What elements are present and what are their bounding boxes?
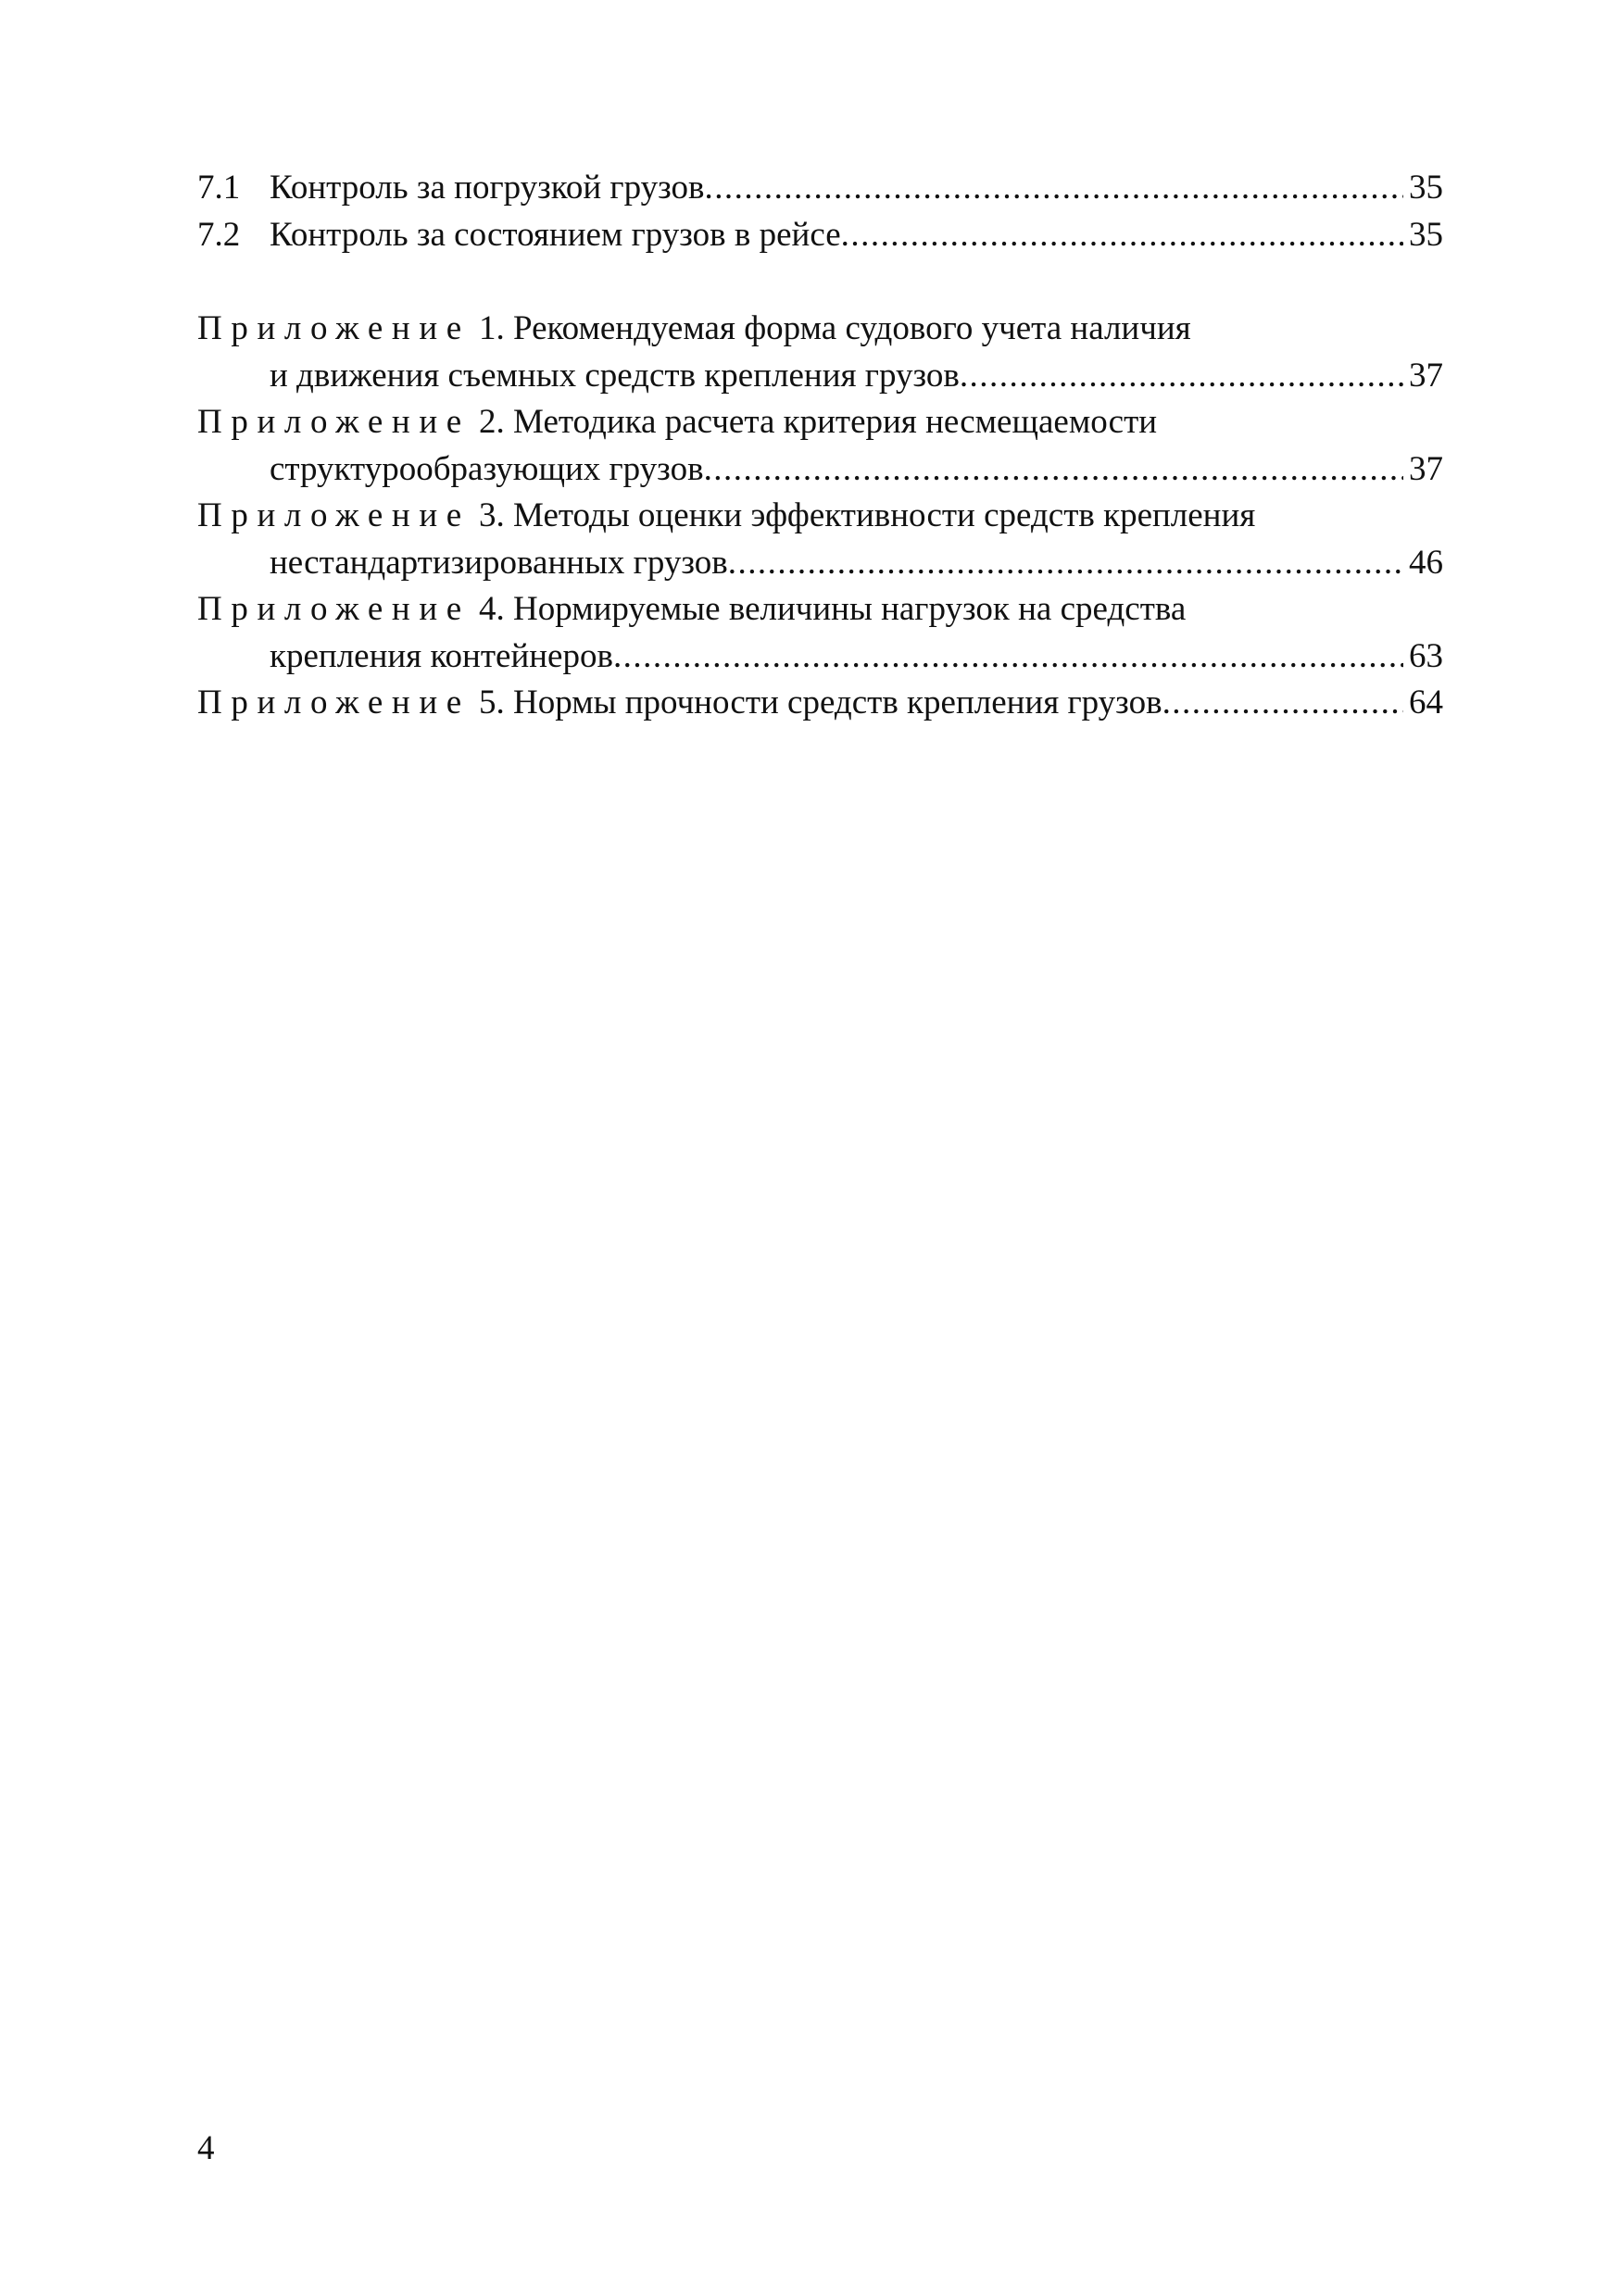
appendix-label: Приложение bbox=[197, 590, 471, 628]
appendix-title: 2. Методика расчета критерия несмещаемости bbox=[470, 403, 1158, 441]
dot-leader bbox=[960, 353, 1403, 400]
toc-entry-title: Контроль за погрузкой грузов bbox=[270, 169, 705, 207]
appendix-2-continuation[interactable] bbox=[197, 446, 1443, 494]
appendix-title-cont: структурообразующих грузов bbox=[270, 449, 704, 488]
appendix-page: 64 bbox=[1409, 684, 1443, 721]
toc-entry-page: 35 bbox=[1409, 215, 1443, 254]
toc-entry[interactable] bbox=[197, 165, 1443, 212]
appendix-3-heading[interactable] bbox=[197, 493, 1443, 540]
appendix-page: 37 bbox=[1409, 449, 1443, 488]
dot-leader bbox=[704, 446, 1403, 494]
appendix-title-cont: нестандартизированных грузов bbox=[270, 543, 728, 582]
dot-leader bbox=[841, 212, 1403, 259]
appendix-title-cont: и движения съемных средств крепления грузов bbox=[270, 356, 960, 395]
appendix-title-cont: крепления контейнеров bbox=[270, 636, 613, 675]
appendix-page: 46 bbox=[1409, 543, 1443, 582]
appendix-title: 1. Рекомендуемая форма судового учета наличия bbox=[470, 309, 1191, 347]
toc-entry-number: 7.2 bbox=[197, 215, 241, 254]
appendix-page: 63 bbox=[1409, 636, 1443, 675]
appendix-1-heading[interactable] bbox=[197, 306, 1443, 353]
toc-entry-title: Контроль за состоянием грузов в рейсе bbox=[270, 215, 841, 254]
toc-entry-number: 7.1 bbox=[197, 169, 241, 207]
dot-leader bbox=[1162, 680, 1403, 727]
appendix-2-heading[interactable] bbox=[197, 399, 1443, 446]
page-number: 4 bbox=[197, 2129, 215, 2167]
dot-leader bbox=[728, 540, 1403, 587]
table-of-contents bbox=[197, 165, 1443, 727]
appendix-label: Приложение bbox=[197, 403, 471, 441]
appendix-label: Приложение bbox=[197, 496, 471, 534]
toc-entry-page: 35 bbox=[1409, 169, 1443, 207]
appendix-title: 4. Нормируемые величины нагрузок на средства bbox=[470, 590, 1187, 628]
dot-leader bbox=[704, 165, 1403, 212]
appendix-3-continuation[interactable] bbox=[197, 540, 1443, 587]
appendix-1-continuation[interactable] bbox=[197, 353, 1443, 400]
dot-leader bbox=[613, 634, 1403, 681]
appendix-title: 3. Методы оценки эффективности средств крепления bbox=[470, 496, 1256, 534]
toc-entry[interactable] bbox=[197, 212, 1443, 259]
appendix-title: 5. Нормы прочности средств крепления грузов bbox=[470, 684, 1162, 721]
appendix-page: 37 bbox=[1409, 356, 1443, 395]
appendix-label: Приложение bbox=[197, 309, 471, 347]
appendix-4-heading[interactable] bbox=[197, 586, 1443, 634]
appendix-label: Приложение bbox=[197, 684, 471, 721]
appendix-4-continuation[interactable] bbox=[197, 634, 1443, 681]
appendix-5-heading[interactable] bbox=[197, 680, 1443, 727]
